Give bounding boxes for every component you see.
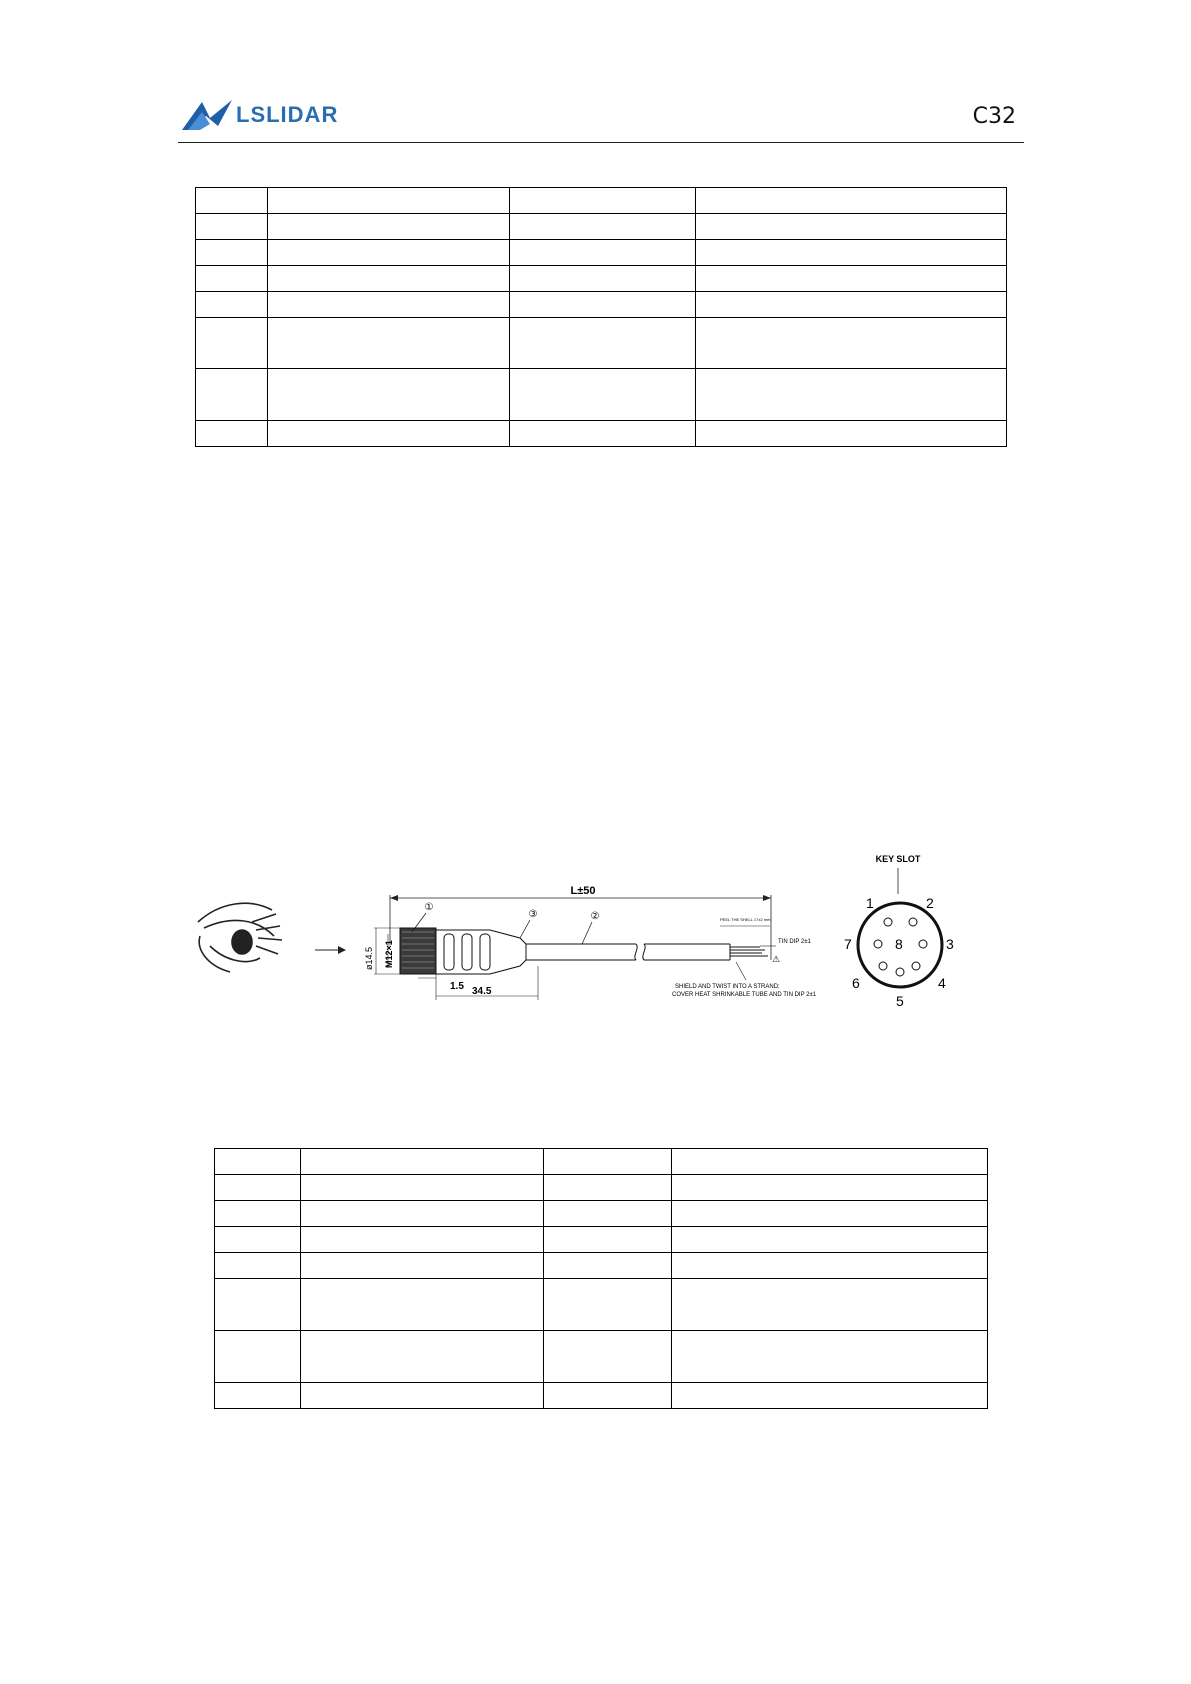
- table-row: [215, 1227, 988, 1253]
- view-direction-arrow: [315, 946, 346, 954]
- peel-note: PEEL THE SHELL 17±2 mm: [720, 917, 771, 922]
- overall-length-label: L±50: [570, 885, 596, 897]
- table-row: [196, 369, 1007, 421]
- shield-note-line1: SHIELD AND TWIST INTO A STRAND;: [675, 984, 780, 990]
- table-row: [196, 214, 1007, 240]
- shield-note-line2: COVER HEAT SHRINKABLE TUBE AND TIN DIP 2±1: [672, 992, 817, 998]
- thread-dimension: M12×1: [384, 940, 394, 968]
- table-row: [215, 1279, 988, 1331]
- warning-mark: ⚠: [772, 954, 781, 964]
- table-row: [196, 266, 1007, 292]
- table-row: [215, 1175, 988, 1201]
- table-row: [196, 292, 1007, 318]
- connector-grip: [436, 930, 526, 974]
- table-row: [215, 1331, 988, 1383]
- pin-label-3: 3: [946, 936, 954, 952]
- page-header: [178, 92, 1024, 143]
- cable-drawing: [190, 850, 990, 1020]
- connector-nut: [400, 928, 436, 974]
- pin-label-1: 1: [866, 895, 874, 911]
- long-dimension: 34.5: [472, 986, 492, 997]
- callout-2: ②: [590, 911, 600, 922]
- pin-label-2: 2: [926, 895, 934, 911]
- table-row: [196, 318, 1007, 369]
- key-slot-label: KEY SLOT: [875, 854, 921, 864]
- pin-label-8: 8: [895, 936, 903, 952]
- eye-icon: [198, 903, 282, 972]
- callout-3: ③: [528, 909, 538, 920]
- table-row: [215, 1383, 988, 1409]
- pin-label-6: 6: [852, 975, 860, 991]
- table-row: [196, 188, 1007, 214]
- short-dimension: 1.5: [450, 981, 464, 992]
- table-row: [196, 421, 1007, 447]
- diameter-dimension: ø14.5: [364, 946, 374, 970]
- tin-dip-note: TIN DIP 2±1: [778, 939, 811, 945]
- table-row: [215, 1253, 988, 1279]
- pin-table-1: [195, 187, 1007, 447]
- pin-label-7: 7: [844, 936, 852, 952]
- callout-1: ①: [424, 902, 434, 913]
- table-row: [196, 240, 1007, 266]
- pin-table-2: [214, 1148, 988, 1409]
- cable: [526, 944, 768, 960]
- table-row: [215, 1201, 988, 1227]
- document-code: C32: [972, 104, 1016, 129]
- pin-label-4: 4: [938, 975, 946, 991]
- logo-text: LSLIDAR: [236, 102, 339, 127]
- pin-label-5: 5: [896, 993, 904, 1009]
- table-row: [215, 1149, 988, 1175]
